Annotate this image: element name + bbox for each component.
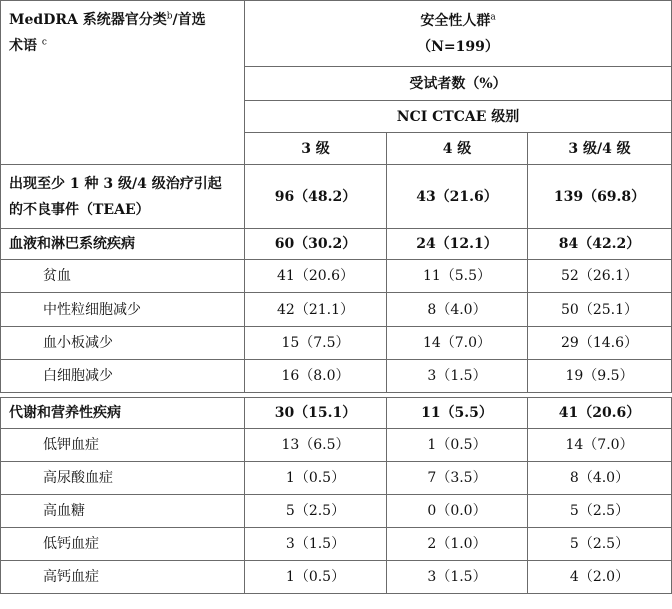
table-row bbox=[1, 429, 672, 462]
cell-metab-grade3: 30（15.1） bbox=[245, 398, 387, 429]
table-row bbox=[1, 495, 672, 528]
table-row bbox=[1, 561, 672, 594]
cell-metab-grade34: 41（20.6） bbox=[528, 398, 672, 429]
cell-grade3: 1（0.5） bbox=[245, 462, 387, 495]
table-row-soc-metab bbox=[1, 398, 672, 429]
corner-label-line1: MedDRA 系统器官分类 bbox=[9, 12, 167, 28]
cell-grade4: 3（1.5） bbox=[387, 360, 528, 393]
header-corner-cell bbox=[1, 1, 245, 165]
cell-blood-grade34: 84（42.2） bbox=[528, 229, 672, 260]
subjects-header: 受试者数（%） bbox=[245, 67, 672, 101]
corner-footnote-b: b bbox=[166, 11, 173, 22]
cell-teae-grade3: 96（48.2） bbox=[245, 165, 387, 229]
cell-grade34: 8（4.0） bbox=[528, 462, 672, 495]
table-row-soc-blood bbox=[1, 229, 672, 260]
grade-system-header: NCI CTCAE 级别 bbox=[245, 101, 672, 133]
row-label-hyperuricemia: 高尿酸血症 bbox=[1, 462, 245, 495]
row-label-hypercalcemia: 高钙血症 bbox=[1, 561, 245, 594]
table-row-teae bbox=[1, 165, 672, 229]
row-label-hyperglycemia: 高血糖 bbox=[1, 495, 245, 528]
table-row bbox=[1, 327, 672, 360]
cell-grade3: 1（0.5） bbox=[245, 561, 387, 594]
row-label-anemia: 贫血 bbox=[1, 260, 245, 293]
column-header-grade4: 4 级 bbox=[387, 133, 528, 165]
cell-grade3: 16（8.0） bbox=[245, 360, 387, 393]
cell-grade34: 14（7.0） bbox=[528, 429, 672, 462]
cell-blood-grade3: 60（30.2） bbox=[245, 229, 387, 260]
column-header-grade34: 3 级/4 级 bbox=[528, 133, 672, 165]
population-header-cell bbox=[245, 1, 672, 67]
cell-grade4: 11（5.5） bbox=[387, 260, 528, 293]
row-label-neutropenia: 中性粒细胞减少 bbox=[1, 293, 245, 327]
cell-grade3: 42（21.1） bbox=[245, 293, 387, 327]
row-label-teae-line2: 的不良事件（TEAE） bbox=[9, 201, 150, 218]
corner-footnote-c: c bbox=[41, 37, 47, 48]
cell-grade34: 4（2.0） bbox=[528, 561, 672, 594]
row-label-soc-blood: 血液和淋巴系统疾病 bbox=[1, 229, 245, 260]
cell-grade34: 19（9.5） bbox=[528, 360, 672, 393]
cell-grade34: 50（25.1） bbox=[528, 293, 672, 327]
row-label-teae-line1: 出现至少 1 种 3 级/4 级治疗引起 bbox=[9, 175, 222, 192]
row-label-soc-metab: 代谢和营养性疾病 bbox=[1, 398, 245, 429]
corner-label-line1-tail: /首选 bbox=[172, 12, 206, 28]
cell-blood-grade4: 24（12.1） bbox=[387, 229, 528, 260]
table-row bbox=[1, 293, 672, 327]
population-title: 安全性人群 bbox=[420, 12, 491, 29]
row-label-thrombocytopenia: 血小板减少 bbox=[1, 327, 245, 360]
row-label-hypocalcemia: 低钙血症 bbox=[1, 528, 245, 561]
cell-grade4: 2（1.0） bbox=[387, 528, 528, 561]
cell-grade4: 3（1.5） bbox=[387, 561, 528, 594]
cell-grade34: 29（14.6） bbox=[528, 327, 672, 360]
row-label-teae bbox=[1, 165, 245, 229]
column-header-grade3: 3 级 bbox=[245, 133, 387, 165]
cell-grade4: 14（7.0） bbox=[387, 327, 528, 360]
cell-grade34: 52（26.1） bbox=[528, 260, 672, 293]
population-footnote-a: a bbox=[490, 11, 496, 22]
cell-grade3: 13（6.5） bbox=[245, 429, 387, 462]
cell-grade3: 3（1.5） bbox=[245, 528, 387, 561]
row-label-leukopenia: 白细胞减少 bbox=[1, 360, 245, 393]
cell-grade4: 8（4.0） bbox=[387, 293, 528, 327]
table-row bbox=[1, 260, 672, 293]
cell-grade34: 5（2.5） bbox=[528, 495, 672, 528]
corner-label-line2: 术语 bbox=[9, 38, 37, 54]
cell-grade4: 1（0.5） bbox=[387, 429, 528, 462]
cell-grade4: 0（0.0） bbox=[387, 495, 528, 528]
cell-grade4: 7（3.5） bbox=[387, 462, 528, 495]
cell-grade34: 5（2.5） bbox=[528, 528, 672, 561]
cell-teae-grade34: 139（69.8） bbox=[528, 165, 672, 229]
cell-grade3: 5（2.5） bbox=[245, 495, 387, 528]
cell-grade3: 41（20.6） bbox=[245, 260, 387, 293]
population-n: （N=199） bbox=[417, 38, 499, 55]
row-label-hypokalemia: 低钾血症 bbox=[1, 429, 245, 462]
table-row bbox=[1, 462, 672, 495]
cell-teae-grade4: 43（21.6） bbox=[387, 165, 528, 229]
cell-grade3: 15（7.5） bbox=[245, 327, 387, 360]
cell-metab-grade4: 11（5.5） bbox=[387, 398, 528, 429]
table-row bbox=[1, 360, 672, 393]
header-row-population bbox=[1, 1, 672, 67]
table-row bbox=[1, 528, 672, 561]
